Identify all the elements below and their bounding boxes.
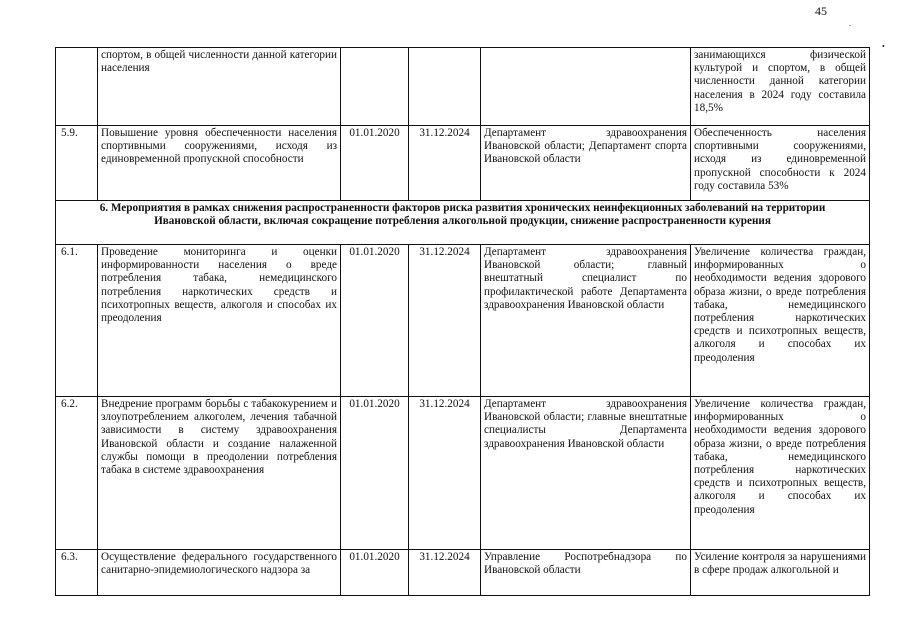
responsible-cell: Департамент здравоохранения Ивановской области; Департамент спорта Ивановской области (481, 126, 691, 201)
section-header-row (56, 201, 870, 245)
activity-cell: Проведение мониторинга и оценки информированности населения о вреде потребления табака, немедицинского потребления наркотических средств и психотропных веществ, алкоголя и способах их преодоления (98, 245, 341, 397)
row-number (56, 48, 98, 126)
table-row (56, 550, 870, 596)
row-number: 6.2. (56, 397, 98, 550)
scan-dot-mark: . (849, 19, 851, 28)
start-date-cell: 01.01.2020 (341, 397, 409, 550)
result-cell: Обеспеченность населения спортивными сооружениями, исходя из единовременной пропускной способности к 2024 году составила 53% (691, 126, 870, 201)
start-date-cell: 01.01.2020 (341, 245, 409, 397)
responsible-cell: Департамент здравоохранения Ивановской области; главные внештатные специалисты Департамента здравоохранения Ивановской области (481, 397, 691, 550)
end-date-cell: 31.12.2024 (409, 397, 481, 550)
row-number: 5.9. (56, 126, 98, 201)
end-date-cell: 31.12.2024 (409, 126, 481, 201)
result-cell: занимающихся физической культурой и спортом, в общей численности данной категории населения в 2024 году составила 18,5% (691, 48, 870, 126)
table-row (56, 245, 870, 397)
responsible-cell: Управление Роспотребнадзора по Ивановской области (481, 550, 691, 596)
responsible-cell (481, 48, 691, 126)
start-date-cell: 01.01.2020 (341, 550, 409, 596)
result-cell: Усиление контроля за нарушениями в сфере продаж алкогольной и (691, 550, 870, 596)
result-cell: Увеличение количества граждан, информированных о необходимости ведения здорового образа жизни, о вреде потребления табака, немедицинского потребления наркотических средств и психотропных веществ, алкоголя и способах их преодоления (691, 245, 870, 397)
page-number: 45 (815, 4, 827, 18)
table-row (56, 397, 870, 550)
row-number: 6.3. (56, 550, 98, 596)
start-date-cell: 01.01.2020 (341, 126, 409, 201)
end-date-cell (409, 48, 481, 126)
table-row (56, 126, 870, 201)
end-date-cell: 31.12.2024 (409, 550, 481, 596)
row-number: 6.1. (56, 245, 98, 397)
end-date-cell: 31.12.2024 (409, 245, 481, 397)
result-cell: Увеличение количества граждан, информированных о необходимости ведения здорового образа жизни, о вреде потребления табака, немедицинского потребления наркотических средств и психотропных веществ, алкоголя и способах их преодоления (691, 397, 870, 550)
section-title: 6. Мероприятия в рамках снижения распространенности факторов риска развития хронических неинфекционных заболеваний на территории Ивановской области, включая сокращение потребления алкогольной продукции, снижение распространенности курения (56, 201, 870, 245)
table-row (56, 48, 870, 126)
measures-table (55, 47, 870, 596)
start-date-cell (341, 48, 409, 126)
activity-cell: Внедрение программ борьбы с табакокурением и злоупотреблением алкоголем, лечения табачной зависимости в систему здравоохранения Ивановской области и создание налаженной службы помощи в преодолении потребления табака в системе здравоохранения (98, 397, 341, 550)
responsible-cell: Департамент здравоохранения Ивановской области; главный внештатный специалист по профилактической работе Департамента здравоохранения Ивановской области (481, 245, 691, 397)
activity-cell: Осуществление федерального государственного санитарно-эпидемиологического надзора за (98, 550, 341, 596)
activity-cell: спортом, в общей численности данной категории населения (98, 48, 341, 126)
activity-cell: Повышение уровня обеспеченности населения спортивными сооружениями, исходя из единовременной пропускной способности (98, 126, 341, 201)
scan-dot-mark-side: • (882, 42, 885, 51)
